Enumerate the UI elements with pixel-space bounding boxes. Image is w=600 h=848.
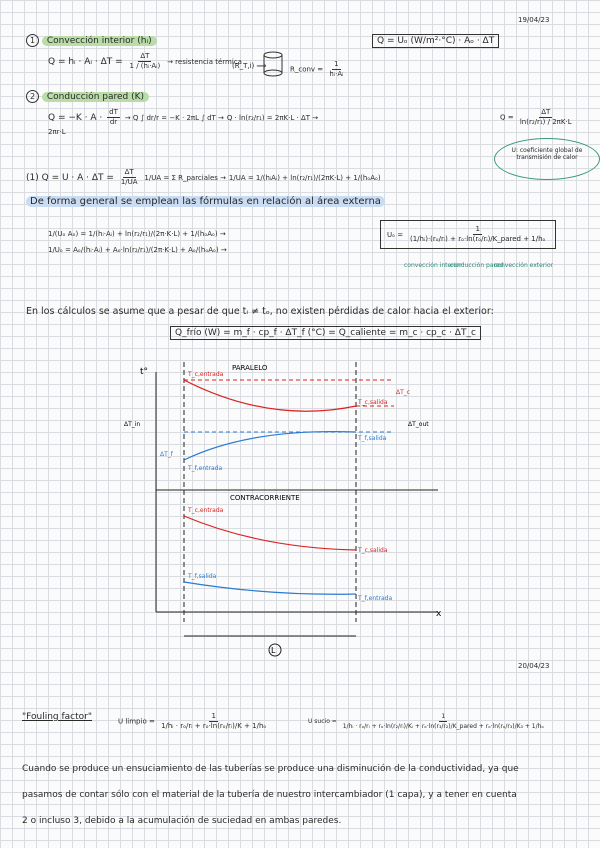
resistance-label: → resistencia térmica xyxy=(167,58,242,66)
temperature-profile-chart xyxy=(120,352,460,662)
label-conv-exterior: convección exterior xyxy=(494,262,554,269)
paralelo-label: PARALELO xyxy=(232,364,268,372)
general-statement: De forma general se emplean las fórmulas en relación al área externa xyxy=(26,196,385,207)
resistance-term: (R_T,i) ⟹ xyxy=(232,62,267,70)
cold-curve-counter xyxy=(184,582,356,594)
section-number: 1 xyxy=(26,34,39,47)
x-axis-label: x xyxy=(436,609,442,619)
equation-text: Q = hᵢ · Aᵢ · ΔT = xyxy=(48,57,123,67)
q-conduction: Q = $\frac{\Delta T}{\text{ln(r₂/r₁) / 2πK·L}}$ xyxy=(500,108,572,126)
label-conv-interior: convección interior xyxy=(404,262,462,269)
cold-inlet-label-counter: T_f,entrada xyxy=(358,595,393,602)
cold-inlet-label: T_f,entrada xyxy=(188,465,223,472)
hot-outlet-label: T_c,salida xyxy=(358,399,388,406)
hot-curve-counter xyxy=(184,516,356,550)
dtc-label: ΔT_c xyxy=(396,389,411,396)
general-equation-2: 1/Uₒ = Aₒ/(hᵢ·Aᵢ) + Aₒ·ln(r₂/r₁)/(2π·K·L) + Aₒ/(hₒAₒ) → xyxy=(48,246,227,254)
label-cond-pared: conducción pared xyxy=(450,262,504,269)
hot-curve-parallel xyxy=(184,380,356,411)
cold-outlet-label: T_f,salida xyxy=(358,435,387,442)
hot-inlet-label-counter: T_c,entrada xyxy=(188,507,224,514)
calc-statement: En los cálculos se asume que a pesar de que tᵢ ≠ tₒ, no existen pérdidas de calor hacia el exterior: xyxy=(26,306,494,317)
equation-convection xyxy=(48,52,242,71)
section-title: Convección interior (hᵢ) xyxy=(42,36,157,46)
coefficient-note: U: coeficiente global de transmisión de calor xyxy=(494,138,600,180)
cold-outlet-label-counter: T_f,salida xyxy=(188,573,217,580)
y-axis-label: t° xyxy=(140,367,149,377)
dtout-label: ΔT_out xyxy=(408,421,429,428)
hot-outlet-label-counter: T_c,salida xyxy=(358,547,388,554)
para-line-2: pasamos de contar sólo con el material de la tubería de nuestro intercambiador (1 capa), y a tener en cuenta xyxy=(22,790,517,800)
boxed-energy-balance: Q_frío (W) = m_f · cp_f · ΔT_f (°C) = Q_caliente = m_c · cp_c · ΔT_c xyxy=(170,326,481,340)
length-label: L xyxy=(271,646,276,655)
u-limpio-eq: U limpio = $\frac{1}{\text{1/hᵢ · rₒ/rᵢ + rₒ·ln(rₒ/rᵢ)/K + 1/hₒ}}$ xyxy=(118,712,267,730)
fraction: $\frac{\Delta T}{\text{1 / (hᵢ·Aᵢ)}}$ xyxy=(129,52,161,70)
general-equation-1: 1/(Uₒ Aₒ) = 1/(hᵢ·Aᵢ) + ln(r₂/r₁)/(2π·K·L) + 1/(hₒAₒ) → xyxy=(48,230,226,238)
boxed-overall-equation: Q = Uₒ (W/m²·°C) · Aₒ · ΔT xyxy=(372,34,499,48)
equation-conduction: Q = −K · A · $\frac{dT}{dr}$ → Q ∫ dr/r = −K · 2πL ∫ dT → Q · ln(r₂/r₁) = 2πK·L · ΔT → xyxy=(48,108,319,126)
fouling-title: "Fouling factor" xyxy=(22,712,92,722)
para-line-1: Cuando se produce un ensuciamiento de las tuberías se produce una disminución de la conductividad, ya que xyxy=(22,764,519,774)
cold-curve-parallel xyxy=(184,432,356,460)
section-1-heading xyxy=(26,34,157,47)
hot-inlet-label: T_c,entrada xyxy=(188,371,224,378)
section-2-heading xyxy=(26,90,149,103)
section-title: Conducción pared (K) xyxy=(42,92,149,102)
date-top: 19/04/23 xyxy=(518,16,550,24)
section-number: 2 xyxy=(26,90,39,103)
rconv-equation: R_conv = $\frac{1}{\text{hᵢ·Aᵢ}}$ xyxy=(290,60,344,78)
date-mid: 20/04/23 xyxy=(518,662,550,670)
u-sucio-eq: U sucio = 1 1/hᵢ · rₒ/rᵢ + rₒ·ln(r₂/rᵢ)/Kᵢ + rₒ·ln(r₃/r₂)/K_pared + rₒ·ln(rₒ/r₃)/K₃ + 1/hₒ xyxy=(308,713,544,730)
equation-overall: (1) Q = U · A · ΔT = $\frac{\Delta T}{1/UA}$ 1/UA = Σ R_parciales → 1/UA = 1/(hᵢAᵢ) + ln(r₂/r₁)/(2πK·L) + 1/(hₒAₒ) xyxy=(26,168,381,186)
contra-label: CONTRACORRIENTE xyxy=(230,494,300,502)
boxed-uo-equation: Uₒ = $\frac{1}{\text{(1/hᵢ)·(rₒ/rᵢ) + rₒ·ln(rₒ/rᵢ)/K\_pared + 1/hₒ}}$ xyxy=(380,220,556,249)
dtf-label: ΔT_f xyxy=(160,451,173,458)
dtin-label: ΔT_in xyxy=(124,421,141,428)
para-line-3: 2 o incluso 3, debido a la acumulación de suciedad en ambas paredes. xyxy=(22,816,342,826)
area-term: 2πr·L xyxy=(48,128,66,136)
cylinder-icon xyxy=(262,50,284,78)
